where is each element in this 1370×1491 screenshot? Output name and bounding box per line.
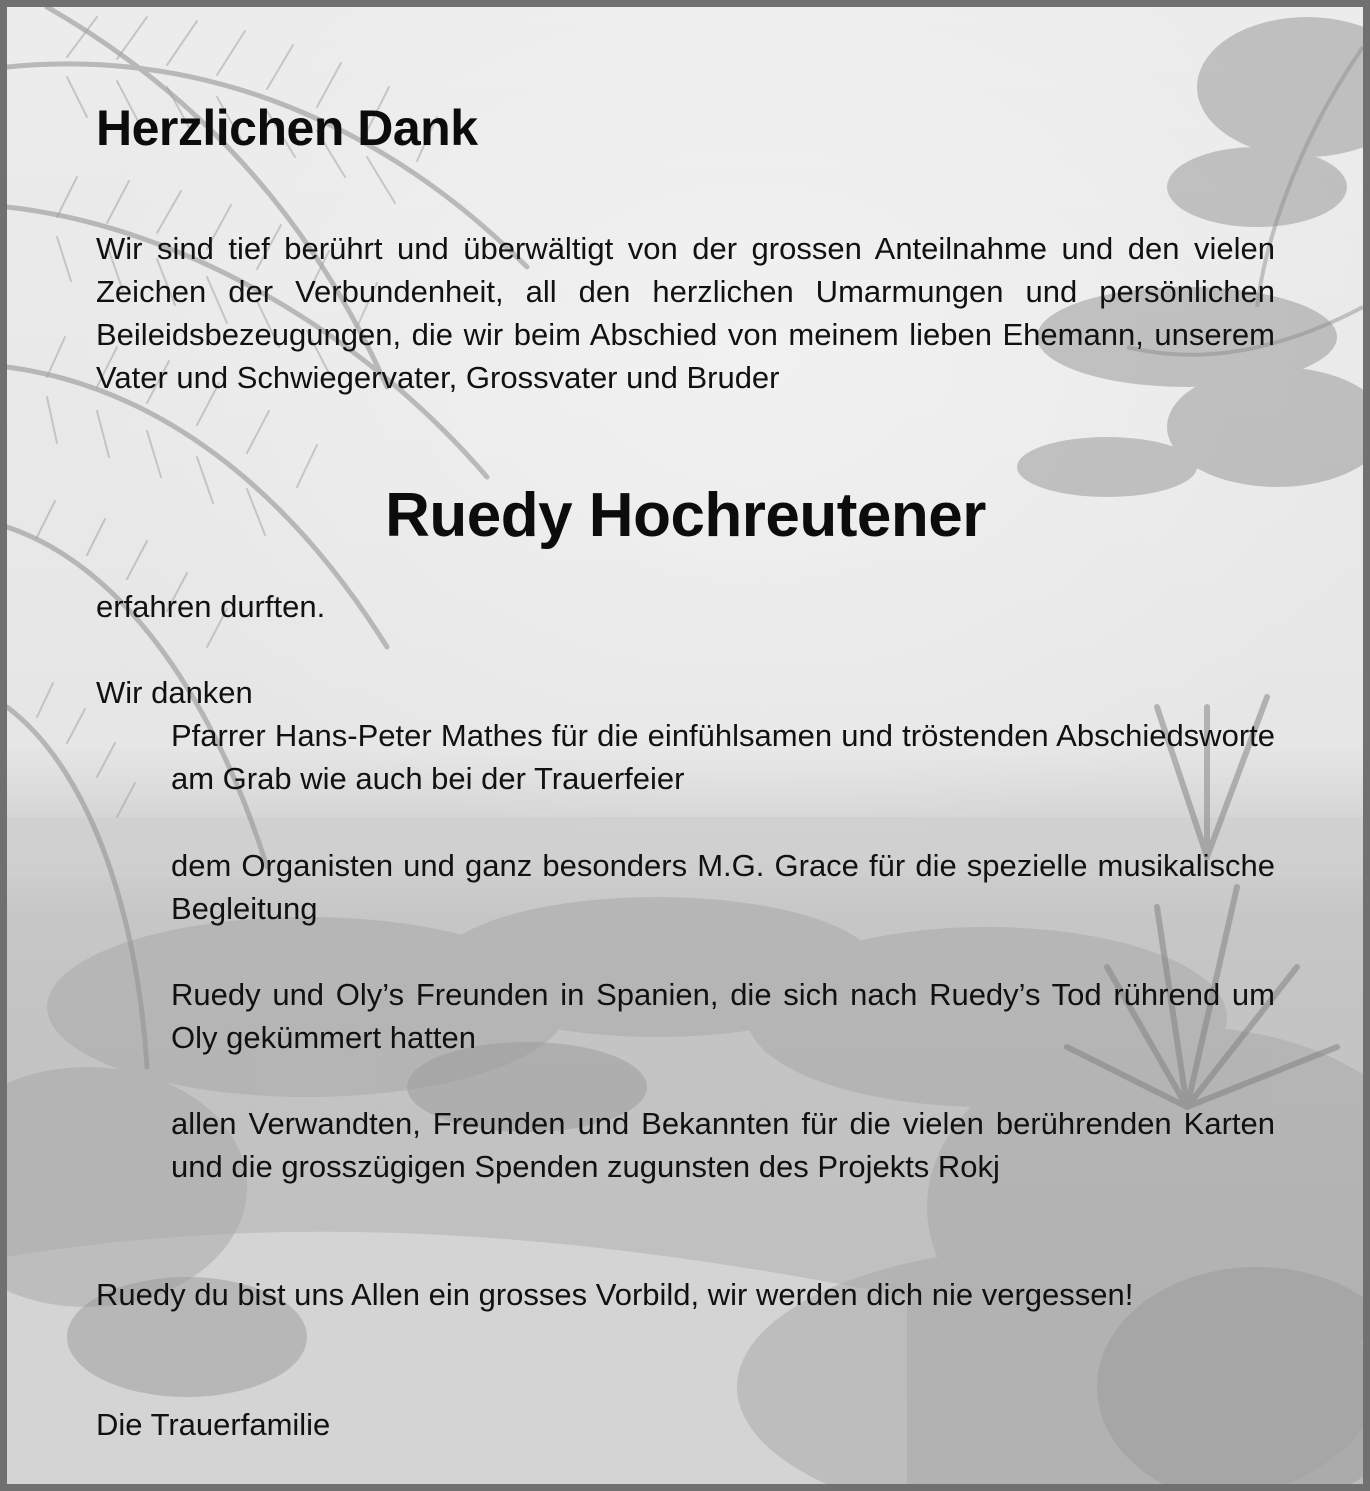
after-name-text: erfahren durften. [96,589,326,624]
signature: Die Trauerfamilie [96,1407,331,1442]
thanks-item-friends-spain: Ruedy und Oly’s Freunden in Spanien, die sich nach Ruedy’s Tod rührend um Oly gekümmert hatten [171,977,1275,1055]
thanks-item-relatives: allen Verwandten, Freunden und Bekannten für die vielen berührenden Karten und die grosszügigen Spenden zugunsten des Projekts Rokj [171,1106,1275,1184]
notice-heading: Herzlichen Dank [96,100,478,156]
closing-paragraph: Ruedy du bist uns Allen ein grosses Vorbild, wir werden dich nie vergessen! [96,1277,1134,1312]
thanks-item-pastor: Pfarrer Hans-Peter Mathes für die einfühlsamen und tröstenden Abschiedsworte am Grab wie auch bei der Trauerfeier [171,718,1275,796]
deceased-name: Ruedy Hochreutener [385,481,986,550]
thanks-intro: Wir danken [96,675,253,710]
thanks-item-organist: dem Organisten und ganz besonders M.G. Grace für die spezielle musikalische Begleitung [171,848,1275,926]
intro-paragraph: Wir sind tief berührt und überwältigt von der grossen Anteilnahme und den vielen Zeichen der Verbundenheit, all den herzlichen Umarmungen und persönlichen Beileidsbezeugungen, die wir beim Abschied von meinem lieben Ehemann, unserem Vater und Schwiegervater, Grossvater und Bruder [96,231,1275,395]
